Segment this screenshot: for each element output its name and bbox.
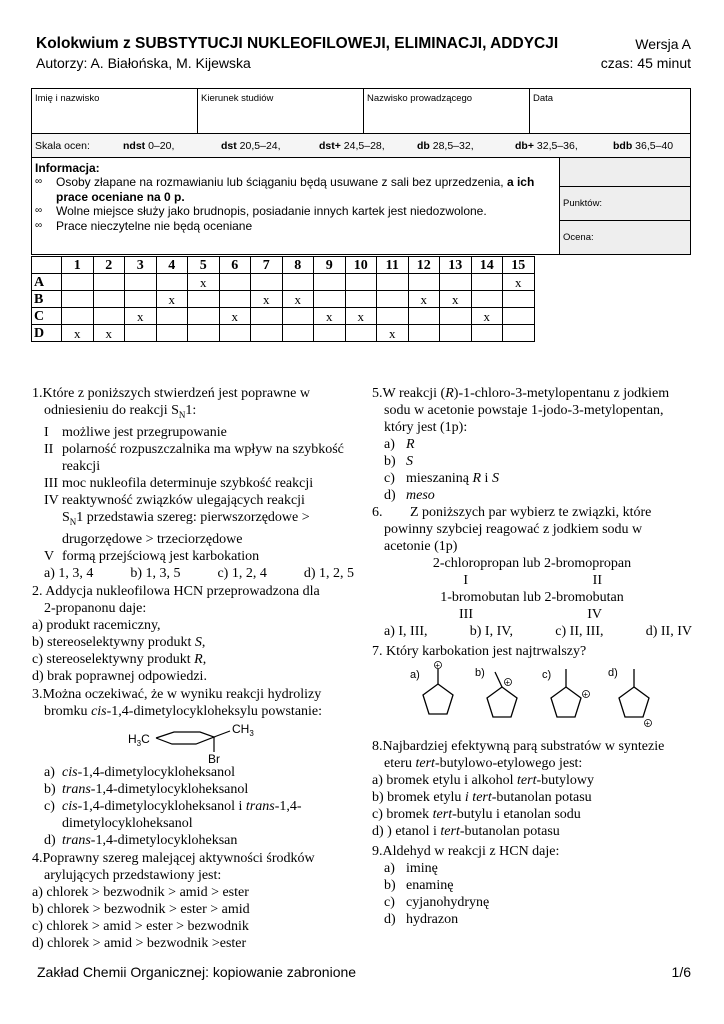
svg-text:c): c) (542, 669, 552, 681)
q5-answer-d[interactable]: d) meso (384, 488, 435, 503)
grid-answer-cell[interactable]: x (314, 308, 346, 325)
student-info-row (31, 88, 691, 134)
grid-column-header: 2 (93, 257, 125, 274)
q8-stem: 8.Najbardziej efektywną parą substratów w syntezie (372, 739, 665, 754)
q6-stem-cont: acetonie (1p) (384, 539, 458, 554)
q1-item: IV reaktywność związków ulegających reakcji $S_N1$ przedstawia szereg: pierwszorzędowe > drugorzędowe > trzeciorzędowe (44, 492, 310, 547)
grid-answer-cell[interactable]: x (503, 274, 535, 291)
name-label: Imię i nazwisko (35, 93, 100, 104)
infinity-bullet-icon: ∞ (35, 205, 43, 216)
q5-answer-b[interactable]: b) S (384, 454, 413, 469)
grid-answer-cell[interactable] (408, 274, 440, 291)
q8-answer-c[interactable]: c) bromek tert-butylu i etanolan sodu (372, 807, 581, 822)
q3-answer-a[interactable]: a) cis-1,4-dimetylocykloheksanol (44, 764, 236, 780)
grid-answer-cell[interactable] (125, 274, 157, 291)
grid-answer-cell[interactable] (503, 325, 535, 342)
q6-answer-c[interactable]: c) II, III, (555, 624, 604, 639)
q4-answer-c[interactable]: c) chlorek > amid > ester > bezwodnik (32, 918, 249, 934)
grid-answer-cell[interactable] (251, 274, 283, 291)
footer-note: Zakład Chemii Organicznej: kopiowanie zabronione (37, 964, 357, 980)
q1-answer-a[interactable]: a) 1, 3, 4 (44, 565, 94, 581)
q4-stem-cont: arylujących przedstawiony jest: (44, 867, 222, 883)
grid-row-label: B (32, 291, 62, 308)
question-7 (372, 643, 692, 736)
q7-option-d[interactable] (608, 667, 652, 728)
grid-column-header: 1 (62, 257, 94, 274)
grid-answer-cell[interactable] (377, 308, 409, 325)
points-label: Punktów: (563, 197, 603, 209)
q1-answer-d[interactable]: d) 1, 2, 5 (303, 565, 354, 581)
q6-pair-2-labels: III IV (459, 607, 602, 622)
grid-answer-cell[interactable]: x (282, 291, 314, 308)
question-8 (372, 738, 692, 840)
grid-answer-cell[interactable] (156, 308, 188, 325)
q3-answer-b[interactable]: b) trans-1,4-dimetylocykloheksanol (44, 781, 249, 797)
grid-answer-cell[interactable] (440, 325, 472, 342)
svg-text:d): d) (608, 667, 618, 679)
grid-answer-cell[interactable] (503, 291, 535, 308)
grid-header-row (32, 257, 535, 274)
q4-answer-a[interactable]: a) chlorek > bezwodnik > amid > ester (32, 884, 249, 900)
q6-answer-d[interactable]: d) II, IV (645, 624, 692, 639)
info-item: ∞ Wolne miejsce służy jako brudnopis, posiadanie innych kartek jest niedozwolone. (35, 204, 487, 218)
grid-answer-cell[interactable]: x (93, 325, 125, 342)
grid-answer-cell[interactable] (314, 325, 346, 342)
grade-dst-plus: dst+ 24,5–28, (319, 139, 385, 152)
q1-item: II polarność rozpuszczalnika ma wpływ na szybkość reakcji (44, 441, 344, 474)
grid-column-header: 4 (156, 257, 188, 274)
grid-row-label: D (32, 325, 62, 342)
grid-column-header: 5 (188, 257, 220, 274)
q3-stem-cont: bromku cis-1,4-dimetylocykloheksylu powstanie: (44, 703, 323, 719)
grid-answer-cell[interactable] (314, 291, 346, 308)
grid-row-d (32, 325, 535, 342)
grid-answer-cell[interactable] (282, 325, 314, 342)
grid-answer-cell[interactable] (282, 274, 314, 291)
q4-stem: 4.Poprawny szereg malejącej aktywności środków (32, 850, 315, 866)
q6-answers (372, 623, 692, 640)
grid-answer-cell[interactable] (219, 325, 251, 342)
grid-answer-cell[interactable]: x (440, 291, 472, 308)
q7-stem: 7. Który karbokation jest najtrwalszy? (372, 644, 587, 659)
question-9 (372, 843, 692, 928)
grid-answer-cell[interactable]: x (219, 308, 251, 325)
q9-answer-d[interactable]: d) hydrazon (384, 912, 459, 927)
answer-grid (31, 256, 535, 342)
grid-answer-cell[interactable] (62, 291, 94, 308)
question-3 (32, 686, 354, 849)
grid-answer-cell[interactable] (314, 274, 346, 291)
grid-answer-cell[interactable]: x (251, 291, 283, 308)
grade-ndst: ndst 0–20, (123, 139, 175, 152)
grid-row-b (32, 291, 535, 308)
grid-row-a (32, 274, 535, 291)
instructor-field[interactable] (364, 89, 530, 133)
q1-item: V formą przejściową jest karbokation (44, 548, 260, 564)
right-column (372, 385, 692, 928)
q7-option-c[interactable] (542, 669, 590, 717)
exam-authors: Autorzy: A. Białońska, M. Kijewska (36, 55, 251, 71)
grid-answer-cell[interactable] (93, 291, 125, 308)
question-6 (372, 504, 692, 640)
info-item: ∞ Osoby złapane na rozmawianiu lub ściąganiu będą usuwane z sali bez uprzedzenia, a ich prace oceniane na 0 p. (35, 175, 535, 204)
grid-answer-cell[interactable] (188, 291, 220, 308)
q2-answer-b[interactable]: b) stereoselektywny produkt S, (32, 634, 206, 650)
info-item: ∞ Prace nieczytelne nie będą oceniane (35, 218, 253, 233)
points-field[interactable] (560, 187, 690, 221)
grid-answer-cell[interactable] (345, 274, 377, 291)
svg-text:+: + (645, 719, 650, 728)
grid-column-header: 3 (125, 257, 157, 274)
q8-stem-cont: eteru tert-butylowo-etylowego jest: (384, 756, 583, 771)
exam-version: Wersja A (635, 36, 691, 52)
svg-text:+: + (583, 690, 588, 699)
name-field[interactable] (32, 89, 198, 133)
grid-answer-cell[interactable] (188, 325, 220, 342)
grid-answer-cell[interactable] (440, 274, 472, 291)
svg-text:+: + (505, 678, 510, 687)
grid-answer-cell[interactable] (282, 308, 314, 325)
grid-answer-cell[interactable] (219, 291, 251, 308)
q1-answers (32, 565, 354, 582)
grid-answer-cell[interactable]: x (125, 308, 157, 325)
grid-answer-cell[interactable] (156, 274, 188, 291)
question-5 (372, 385, 692, 504)
grid-answer-cell[interactable] (251, 325, 283, 342)
grid-answer-cell[interactable] (345, 325, 377, 342)
grid-column-header: 10 (345, 257, 377, 274)
carbocation-structures (372, 660, 692, 736)
q8-answer-a[interactable]: a) bromek etylu i alkohol tert-butylowy (372, 773, 595, 788)
grid-column-header: 9 (314, 257, 346, 274)
date-field[interactable] (530, 89, 690, 133)
ring-bonds (156, 732, 214, 744)
q5-stem-cont: sodu w acetonie powstaje 1-jodo-3-metylopentan, (384, 403, 664, 418)
q4-answer-b[interactable]: b) chlorek > bezwodnik > ester > amid (32, 901, 250, 917)
score-column (560, 158, 690, 254)
grade-label: Ocena: (563, 231, 594, 243)
q6-answer-a[interactable]: a) I, III, (384, 624, 428, 639)
question-1 (32, 385, 354, 582)
grid-answer-cell[interactable]: x (156, 291, 188, 308)
q9-stem: 9.Aldehyd w reakcji z HCN daje: (372, 844, 560, 859)
q8-answer-d[interactable]: d) ) etanol i tert-butanolan potasu (372, 824, 560, 839)
grid-answer-cell[interactable] (219, 274, 251, 291)
grid-column-header: 8 (282, 257, 314, 274)
grid-corner-cell (32, 257, 62, 274)
grid-row-label: A (32, 274, 62, 291)
q8-answer-b[interactable]: b) bromek etylu i tert-butanolan potasu (372, 790, 592, 805)
grid-column-header: 6 (219, 257, 251, 274)
grid-answer-cell[interactable] (440, 308, 472, 325)
field-of-study-field[interactable] (198, 89, 364, 133)
field-label: Kierunek studiów (201, 93, 274, 104)
q1-item: I możliwe jest przegrupowanie (44, 424, 227, 440)
grid-answer-cell[interactable] (471, 325, 503, 342)
ch3-label: $CH_3$ (232, 721, 254, 738)
grade-db-plus: db+ 32,5–36, (515, 139, 578, 152)
methyl-bond (214, 731, 230, 737)
q9-answer-c[interactable]: c) cyjanohydrynę (384, 895, 490, 910)
q3-answer-c[interactable]: c) cis-1,4-dimetylocykloheksanol i trans-1,4-dimetylocykloheksanol (44, 798, 302, 831)
information-heading: Informacja: (35, 161, 100, 175)
date-label: Data (533, 93, 554, 104)
q3-stem: 3.Można oczekiwać, że w wyniku reakcji hydrolizy (32, 686, 322, 702)
grid-answer-cell[interactable]: x (408, 291, 440, 308)
page-number: 1/6 (671, 964, 691, 980)
q7-option-b[interactable] (475, 667, 517, 717)
svg-text:a): a) (410, 669, 420, 681)
grid-answer-cell[interactable] (156, 325, 188, 342)
grid-answer-cell[interactable]: x (188, 274, 220, 291)
left-column (32, 385, 354, 952)
q9-answer-a[interactable]: a) iminę (384, 861, 438, 876)
q6-pair-1: 2-chloropropan lub 2-bromopropan (432, 556, 632, 571)
instructor-label: Nazwisko prowadzącego (367, 93, 473, 104)
grid-answer-cell[interactable] (503, 308, 535, 325)
grid-column-header: 11 (377, 257, 409, 274)
q2-stem-cont: 2-propanonu daje: (44, 600, 147, 616)
question-4 (32, 850, 354, 952)
q2-stem: 2. Addycja nukleofilowa HCN przeprowadzona dla (32, 583, 320, 599)
q6-stem: 6. Z poniższych par wybierz te związki, które (372, 505, 652, 520)
grid-column-header: 12 (408, 257, 440, 274)
grid-answer-cell[interactable] (377, 291, 409, 308)
grid-answer-cell[interactable] (93, 308, 125, 325)
q9-answer-b[interactable]: b) enaminę (384, 878, 454, 893)
grid-answer-cell[interactable] (62, 308, 94, 325)
grid-answer-cell[interactable] (188, 308, 220, 325)
exam-title: Kolokwium z SUBSTYTUCJI NUKLEOFILOWEJI, ELIMINACJI, ADDYCJI (36, 35, 559, 52)
grid-answer-cell[interactable] (62, 274, 94, 291)
information-box (31, 158, 691, 255)
q5-answer-c[interactable]: c) mieszaniną R i S (384, 471, 499, 486)
svg-text:+: + (435, 661, 440, 670)
grid-answer-cell[interactable]: x (62, 325, 94, 342)
scale-label: Skala ocen: (35, 139, 90, 152)
q4-answer-d[interactable]: d) chlorek > amid > bezwodnik >ester (32, 935, 247, 951)
exam-time: czas: 45 minut (600, 55, 691, 71)
grade-db: db 28,5–32, (417, 139, 474, 152)
svg-text:b): b) (475, 667, 485, 679)
q6-pair-2: 1-bromobutan lub 2-bromobutan (440, 590, 624, 605)
grade-bdb: bdb 36,5–40 (613, 139, 674, 152)
grid-answer-cell[interactable]: x (377, 325, 409, 342)
q1-stem: 1.Które z poniższych stwierdzeń jest poprawne w (32, 386, 310, 401)
q1-answer-b[interactable]: b) 1, 3, 5 (130, 565, 181, 581)
q1-item: III moc nukleofila determinuje szybkość reakcji (44, 475, 314, 491)
grid-answer-cell[interactable] (471, 274, 503, 291)
q2-answer-c[interactable]: c) stereoselektywny produkt R, (32, 651, 207, 667)
q7-option-a[interactable] (410, 661, 453, 714)
grid-column-header: 15 (503, 257, 535, 274)
grid-answer-cell[interactable] (125, 325, 157, 342)
question-2 (32, 583, 354, 685)
q6-stem-cont: powinny szybciej reagować z jodkiem sodu w (384, 522, 643, 537)
grid-row-label: C (32, 308, 62, 325)
q1-stem-cont: odniesieniu do reakcji $S_N1$: (44, 403, 197, 420)
grid-answer-cell[interactable]: x (471, 308, 503, 325)
grade-dst: dst 20,5–24, (221, 139, 281, 152)
grid-answer-cell[interactable]: x (345, 308, 377, 325)
grid-row-c (32, 308, 535, 325)
grade-field[interactable] (560, 221, 690, 254)
infinity-bullet-icon: ∞ (35, 176, 43, 187)
information-text (32, 158, 560, 254)
q5-stem-cont: który jest (1p): (384, 420, 468, 435)
q6-answer-b[interactable]: b) I, IV, (469, 624, 514, 639)
grid-answer-cell[interactable] (125, 291, 157, 308)
q5-stem: 5.W reakcji (R)-1-chloro-3-metylopentanu z jodkiem (372, 386, 670, 401)
q6-pair-1-labels: I II (463, 573, 602, 588)
h3c-label: $H_3C$ (128, 731, 150, 748)
grading-scale (31, 134, 691, 158)
q3-answer-d[interactable]: d) trans-1,4-dimetylocykloheksan (44, 832, 238, 848)
grid-answer-cell[interactable] (345, 291, 377, 308)
grid-answer-cell[interactable] (251, 308, 283, 325)
cyclohexane-structure (32, 720, 354, 764)
grid-column-header: 14 (471, 257, 503, 274)
q2-answer-d[interactable]: d) brak poprawnej odpowiedzi. (32, 668, 207, 684)
grid-answer-cell[interactable] (471, 291, 503, 308)
grid-answer-cell[interactable] (93, 274, 125, 291)
grid-answer-cell[interactable] (408, 325, 440, 342)
infinity-bullet-icon: ∞ (35, 219, 43, 231)
grid-column-header: 13 (440, 257, 472, 274)
q1-answer-c[interactable]: c) 1, 2, 4 (217, 565, 267, 581)
empty-score-cell (560, 158, 690, 187)
q2-answer-a[interactable]: a) produkt racemiczny, (32, 617, 161, 633)
grid-answer-cell[interactable] (377, 274, 409, 291)
br-label: Br (208, 751, 220, 764)
grid-column-header: 7 (251, 257, 283, 274)
grid-answer-cell[interactable] (408, 308, 440, 325)
q5-answer-a[interactable]: a) R (384, 437, 415, 452)
